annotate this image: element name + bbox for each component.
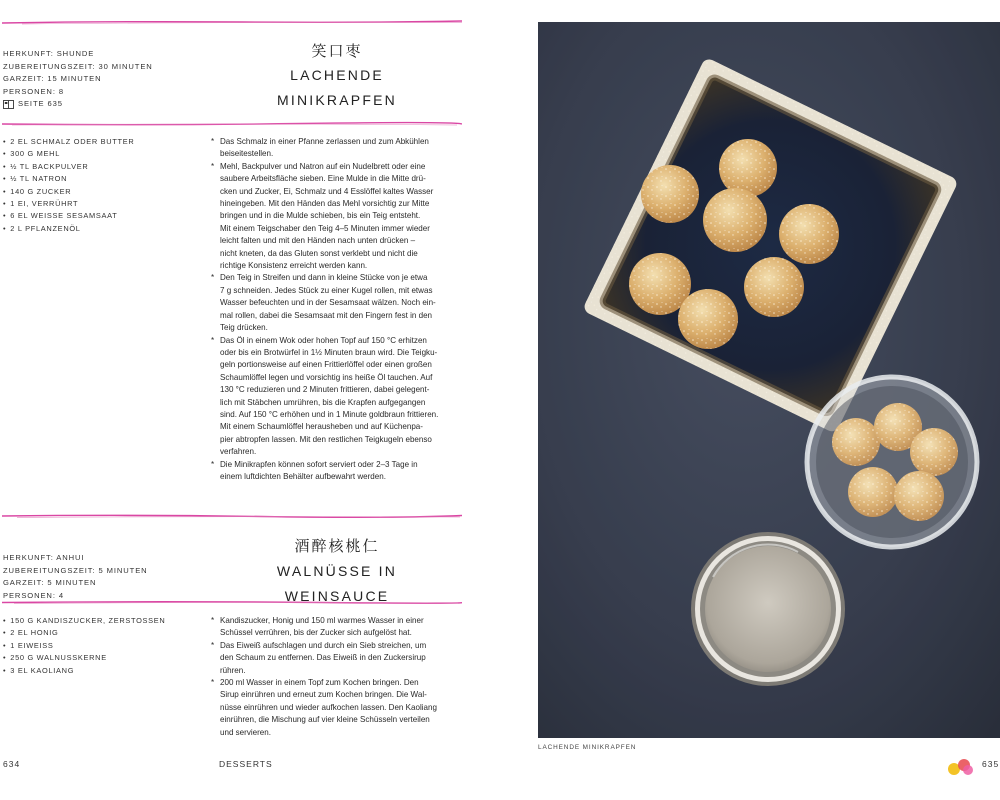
- ingredient-item: • 6 EL WEISSE SESAMSAAT: [3, 210, 134, 222]
- recipe1-title-block: [232, 40, 442, 113]
- jar-lid: [691, 532, 845, 686]
- ingredient-item: • ½ TL BACKPULVER: [3, 161, 134, 173]
- ingredient-item: • 300 G MEHL: [3, 148, 134, 160]
- recipe1-meta: [3, 48, 153, 111]
- meta-servings: PERSONEN: 4: [3, 590, 64, 600]
- photo-illustration: [538, 22, 1000, 738]
- step-marker: *: [211, 335, 215, 345]
- recipe-step: * Kandiszucker, Honig und 150 ml warmes Wasser in einer Schüssel verrühren, bis der Zucker sich aufgelöst hat.: [211, 616, 424, 638]
- recipe-step: * Den Teig in Streifen und dann in kleine Stücke von je etwa 7 g schneiden. Jedes Stück zu einer Kugel rollen, mit etwas Wasser befeuchten und in der Sesamsaat wälzen. Noch ein- mal rollen, dabei die Sesamsaat mit den Fingern fest in den Teig drücken.: [211, 273, 436, 333]
- step-marker: *: [211, 161, 215, 171]
- recipe2-title: WALNÜSSE IN WEINSAUCE: [276, 563, 398, 604]
- step-marker: *: [211, 640, 215, 650]
- glass-jar: [807, 377, 977, 547]
- ingredient-item: • 2 EL HONIG: [3, 627, 165, 639]
- meta-cook-time: GARZEIT: 15 MINUTEN: [3, 74, 102, 84]
- book-page-icon: [3, 100, 14, 109]
- step-marker: *: [211, 459, 215, 469]
- recipe-step: * Das Schmalz in einer Pfanne zerlassen und zum Abkühlen beiseitestellen.: [211, 137, 429, 159]
- recipe1-title-line1: LACHENDE: [290, 67, 384, 83]
- recipe1-title-line2: MINIKRAPFEN: [277, 92, 397, 108]
- step-marker: *: [211, 273, 215, 283]
- page-number-left: 634: [3, 759, 21, 769]
- ingredient-item: • 3 EL KAOLIANG: [3, 665, 165, 677]
- meta-origin: HERKUNFT: ANHUI: [3, 553, 85, 562]
- meta-servings: PERSONEN: 8: [3, 86, 64, 96]
- photo-caption: LACHENDE MINIKRAPFEN: [538, 744, 637, 751]
- ingredient-item: • 150 G KANDISZUCKER, ZERSTOSSEN: [3, 615, 165, 627]
- recipe2-ingredients: [3, 615, 165, 677]
- recipe-step: * Mehl, Backpulver und Natron auf ein Nudelbrett oder eine saubere Arbeitsfläche sieben. Eine Mulde in die Mitte drü- cken und Zucker, Ei, Schmalz und 4 Esslöffel kaltes Wasser hineingeben. Mit den Händen das Mehl vorsichtig zur Mitte bringen und in die Mulde schieben, bis ein Teig entsteht. Mit einem Teigschaber den Teig 4–5 Minuten immer wieder leicht falten und mit den Händen nach unten drücken – nicht kneten, da das Gluten sonst verklebt und nicht die richtige Konsistenz erreicht werden kann.: [211, 161, 434, 271]
- recipe1-steps: [211, 136, 471, 483]
- meta-cook-time: GARZEIT: 5 MINUTEN: [3, 578, 97, 588]
- ingredient-item: • 140 G ZUCKER: [3, 186, 134, 198]
- meta-origin: HERKUNFT: SHUNDE: [3, 49, 95, 58]
- ingredient-item: • 250 G WALNUSSKERNE: [3, 652, 165, 664]
- step-marker: *: [211, 678, 215, 688]
- meta-prep-time: ZUBEREITUNGSZEIT: 30 MINUTEN: [3, 61, 153, 71]
- recipe2-meta: [3, 552, 148, 602]
- ingredient-item: • 1 EI, VERRÜHRT: [3, 198, 134, 210]
- recipe-step: * Die Minikrapfen können sofort serviert oder 2–3 Tage in einem luftdichten Behälter aufbewahrt werden.: [211, 459, 418, 481]
- ingredient-item: • 2 L PFLANZENÖL: [3, 223, 134, 235]
- section-name: DESSERTS: [219, 759, 273, 769]
- recipe-step: * Das Öl in einem Wok oder hohen Topf auf 150 °C erhitzen oder bis ein Brotwürfel in 1½ Minuten braun wird. Die Teigku- geln portionsweise auf einen Frittierlöffel oder einen großen Schaumlöffel legen und vorsichtig ins heiße Öl tauchen. Auf 130 °C reduzieren und 2 Minuten frittieren, dabei gelegent- lich mit Stäbchen umrühren, bis die Krapfen aufgegangen sind. Auf 150 °C erhöhen und in 1 Minute goldbraun frittieren. Mit einem Schaumlöffel herausheben und auf Küchenpa- pier abtropfen lassen. Mit den restlichen Teigkugeln ebenso verfahren.: [211, 335, 439, 457]
- brush-divider-top: [2, 18, 462, 26]
- step-marker: *: [211, 616, 215, 625]
- brush-divider-recipe1: [2, 120, 462, 128]
- recipe2-chinese-title: 酒醉核桃仁: [294, 537, 380, 555]
- recipe-step: * Das Eiweiß aufschlagen und durch ein Sieb streichen, um den Schaum zu entfernen. Das Eiweiß in den Zuckersirup rühren.: [211, 640, 427, 675]
- meta-see-page: [3, 98, 153, 111]
- ingredient-item: • 2 EL SCHMALZ ODER BUTTER: [3, 136, 134, 148]
- ingredient-item: • 1 EIWEISS: [3, 640, 165, 652]
- brush-divider-recipe2: [2, 598, 462, 606]
- page-number-right: 635: [982, 759, 1000, 769]
- recipe2-steps: [211, 615, 471, 739]
- recipe-step: * 200 ml Wasser in einem Topf zum Kochen bringen. Den Sirup einrühren und erneut zum Kochen bringen. Die Wal- nüsse einrühren und wieder aufkochen lassen. Den Kaoliang einrühren, die Mischung auf vier kleine Schüsseln verteilen und servieren.: [211, 678, 437, 737]
- recipe1-ingredients: [3, 136, 134, 235]
- see-page-label: SEITE 635: [18, 99, 63, 109]
- color-dots-logo: [944, 755, 980, 777]
- ingredient-item: • ½ TL NATRON: [3, 173, 134, 185]
- recipe-photo: [538, 22, 1000, 738]
- meta-prep-time: ZUBEREITUNGSZEIT: 5 MINUTEN: [3, 565, 148, 575]
- brush-divider-recipe2-top: [2, 512, 462, 520]
- step-marker: *: [211, 137, 215, 146]
- recipe1-chinese-title: 笑口枣: [311, 42, 363, 60]
